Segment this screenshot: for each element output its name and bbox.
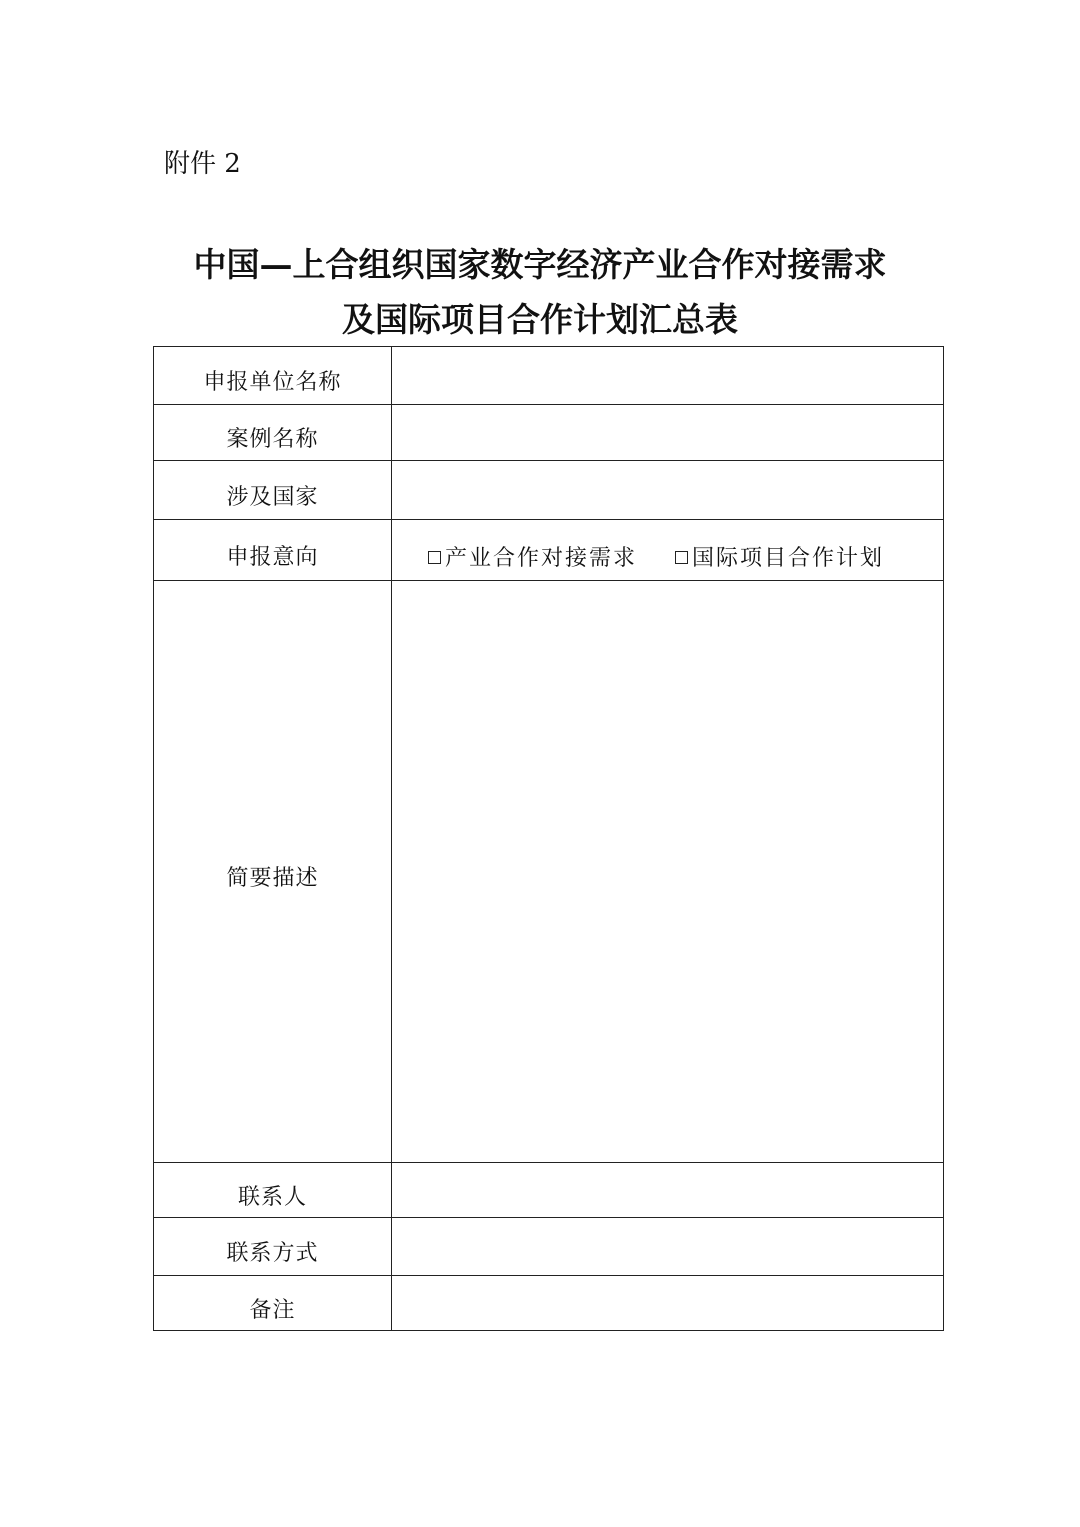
intent-option-label: 产业合作对接需求: [445, 545, 638, 571]
label-intent: 申报意向: [154, 520, 392, 581]
form-row-description: [154, 581, 944, 1163]
label-remarks: 备注: [154, 1276, 392, 1331]
label-countries: 涉及国家: [154, 461, 392, 520]
label-applicant: 申报单位名称: [154, 347, 392, 405]
field-intent: [392, 520, 944, 581]
intent-option-label: 国际项目合作计划: [692, 545, 885, 571]
intent-option-international[interactable]: [675, 541, 884, 572]
form-title-line-1: 中国—上合组织国家数字经济产业合作对接需求: [193, 245, 887, 284]
form-row-contact-method: [154, 1218, 944, 1276]
field-countries[interactable]: [392, 461, 944, 520]
label-case-name: 案例名称: [154, 405, 392, 461]
field-contact-person[interactable]: [392, 1163, 944, 1218]
summary-form-table: [153, 346, 944, 1331]
field-case-name[interactable]: [392, 405, 944, 461]
label-description: 简要描述: [154, 581, 392, 1163]
attachment-number: 附件 2: [164, 149, 241, 179]
form-title-line-2: 及国际项目合作计划汇总表: [342, 300, 738, 339]
form-row-applicant: [154, 347, 944, 405]
form-row-case-name: [154, 405, 944, 461]
checkbox-icon[interactable]: [675, 551, 688, 564]
form-row-intent: [154, 520, 944, 581]
intent-options: [392, 541, 943, 572]
form-row-remarks: [154, 1276, 944, 1331]
field-applicant[interactable]: [392, 347, 944, 405]
form-row-contact-person: [154, 1163, 944, 1218]
intent-option-industry[interactable]: [428, 541, 637, 572]
label-contact-person: 联系人: [154, 1163, 392, 1218]
field-contact-method[interactable]: [392, 1218, 944, 1276]
checkbox-icon[interactable]: [428, 551, 441, 564]
form-row-countries: [154, 461, 944, 520]
label-contact-method: 联系方式: [154, 1218, 392, 1276]
field-remarks[interactable]: [392, 1276, 944, 1331]
field-description[interactable]: [392, 581, 944, 1163]
